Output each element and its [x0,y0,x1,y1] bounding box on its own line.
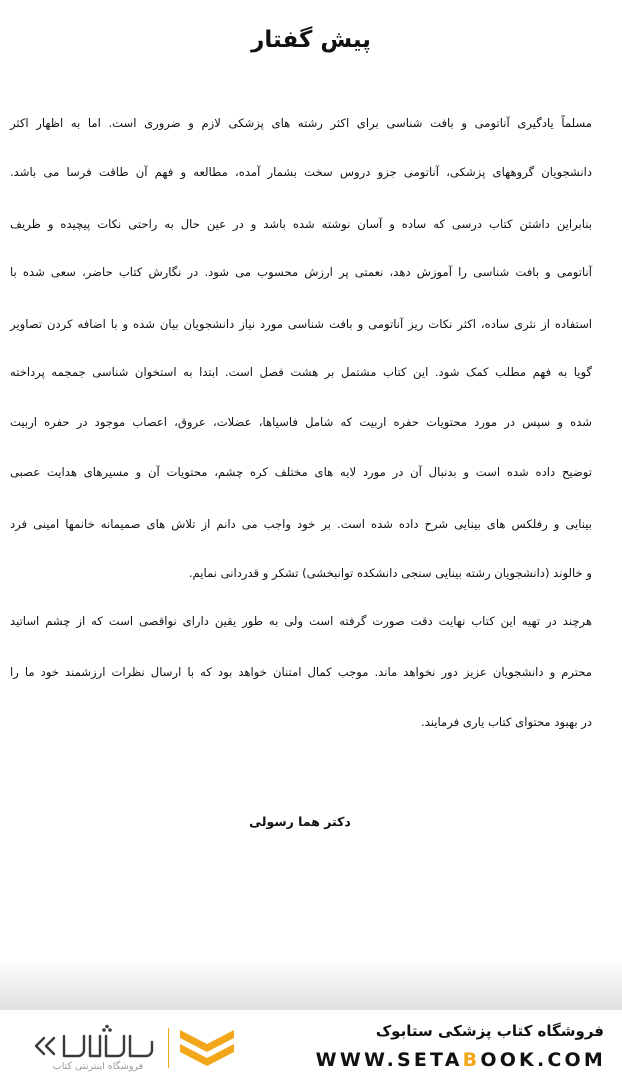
preface-line-1: مسلماً یادگیری آناتومی و بافت شناسی برای اکثر رشته های پزشکی لازم و ضروری است. اما به اظهار اکثر [10,116,592,130]
preface-line-4: آناتومی و بافت شناسی را آموزش دهد، نعمتی پر ارزش محسوب می شود. در نگارش کتاب حاضر، سعی شده با [10,265,592,279]
author-signature: دکتر هما رسولی [249,814,351,829]
url-part-1: WWW.SETA [315,1049,463,1071]
url-accent-letter: B [462,1049,481,1071]
preface-line-12: محترم و دانشجویان عزیز دور نخواهد ماند. موجب کمال امتنان خواهد بود که با ارسال نظرات ارزشمند خود ما را [10,665,592,679]
store-name: فروشگاه کتاب پزشکی ستابوک [375,1022,604,1040]
preface-line-2: دانشجویان گروههای پزشکی، آناتومی جزو دروس سخت بشمار آمده، مطالعه و فهم آن طاقت فرسا می باشد. [10,165,592,179]
preface-line-3: بنابراین داشتن کتاب درسی که ساده و آسان نوشته شده باشد و در عین حال به راحتی نکات پیچیده و ظریف [10,217,592,231]
preface-line-9: بینایی و رفلکس های بینایی شرح داده شده است. بر خود واجب می دانم از تلاش های صمیمانه خانمها امینی فرد [10,517,592,531]
preface-line-7: شده و سپس در مورد محتویات حفره اربیت که شامل فاسیاها، عضلات، عروق، اعصاب موجود در حفره اربیت [10,415,592,429]
url-part-3: OOK.COM [480,1049,606,1071]
page-title: پیش گفتار [251,27,371,53]
preface-line-11: هرچند در تهیه این کتاب نهایت دقت صورت گرفته است ولی به طور یقین دارای نواقصی است که از چشم اساتید [10,614,592,628]
preface-line-5: استفاده از نثری ساده، اکثر نکات ریز آناتومی و بافت شناسی مورد نیاز دانشجویان بیان شده و با اضافه کردن تصاویر [10,317,592,331]
store-url-link[interactable] [316,1046,606,1074]
logo-tagline: فروشگاه اینترنتی کتاب [52,1061,144,1072]
preface-line-6: گویا به فهم مطلب کمک شود. این کتاب مشتمل بر هشت فصل است. ابتدا به استخوان شناسی جمجمه پرداخته [10,365,592,379]
preface-line-13: در بهبود محتوای کتاب یاری فرمایند. [421,715,592,729]
preface-line-10: و خالوند (دانشجویان رشته بینایی سنجی دانشکده توانبخشی) تشکر و قدردانی نمایم. [188,566,592,580]
preface-line-8: توضیح داده شده است و بدنبال آن در مورد لایه های مختلف کره چشم، محتویات آن و مسیرهای هدایت عصبی [10,465,592,479]
store-footer-banner[interactable] [0,1010,622,1080]
page-bottom-shadow [0,960,622,1010]
logo-divider [168,1028,169,1068]
setabook-chevron-logo-icon [174,1026,240,1072]
